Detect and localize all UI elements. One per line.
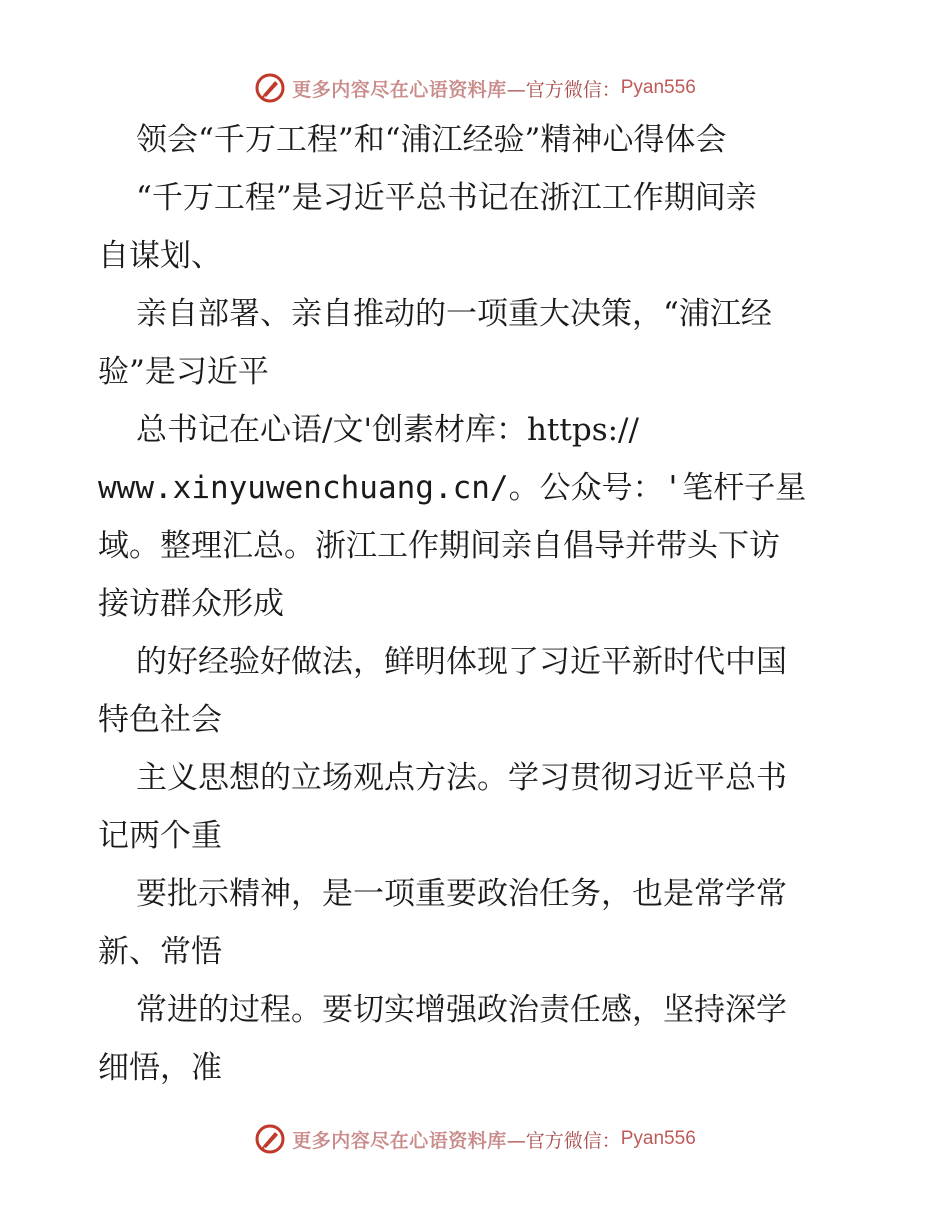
- text-line: 记两个重: [98, 818, 222, 854]
- document-title: 领会“千万工程”和“浦江经验”精神心得体会: [136, 122, 727, 158]
- banner-wechat-label: —官方微信：: [506, 78, 621, 101]
- footer-banner: [0, 1121, 950, 1157]
- text-line: 特色社会: [98, 702, 222, 738]
- banner-brand-text: 更多内容尽在心语资料库: [292, 78, 507, 101]
- text-line: 细悟，准: [98, 1050, 222, 1086]
- text-line: 自谋划、: [98, 238, 222, 274]
- text-line: 主义思想的立场观点方法。学习贯彻习近平总书: [136, 760, 787, 796]
- text-line: 常进的过程。要切实增强政治责任感，坚持深学: [136, 992, 787, 1028]
- pen-seal-icon: [254, 1123, 286, 1155]
- text-line: “千万工程”是习近平总书记在浙江工作期间亲: [136, 180, 757, 216]
- pen-seal-icon: [254, 72, 286, 104]
- text-line: 要批示精神，是一项重要政治任务，也是常学常: [136, 876, 787, 912]
- text-line: 验”是习近平: [98, 354, 269, 390]
- banner-wechat-label: —官方微信：: [506, 1129, 621, 1152]
- text-line-url: www.xinyuwenchuang.cn/。公众号：'笔杆子星: [98, 470, 807, 506]
- text-line: 亲自部署、亲自推动的一项重大决策，“浦江经: [136, 296, 772, 332]
- text-line: 接访群众形成: [98, 586, 284, 622]
- banner-wechat-id: Pyan556: [620, 1128, 696, 1149]
- text-line: 新、常悟: [98, 934, 222, 970]
- header-banner: [0, 70, 950, 106]
- banner-wechat-id: Pyan556: [620, 77, 696, 98]
- text-line: 域。整理汇总。浙江工作期间亲自倡导并带头下访: [98, 528, 780, 564]
- text-line: 总书记在心语/文'创素材库：https://: [136, 412, 639, 448]
- banner-brand-text: 更多内容尽在心语资料库: [292, 1129, 507, 1152]
- text-line: 的好经验好做法，鲜明体现了习近平新时代中国: [136, 644, 787, 680]
